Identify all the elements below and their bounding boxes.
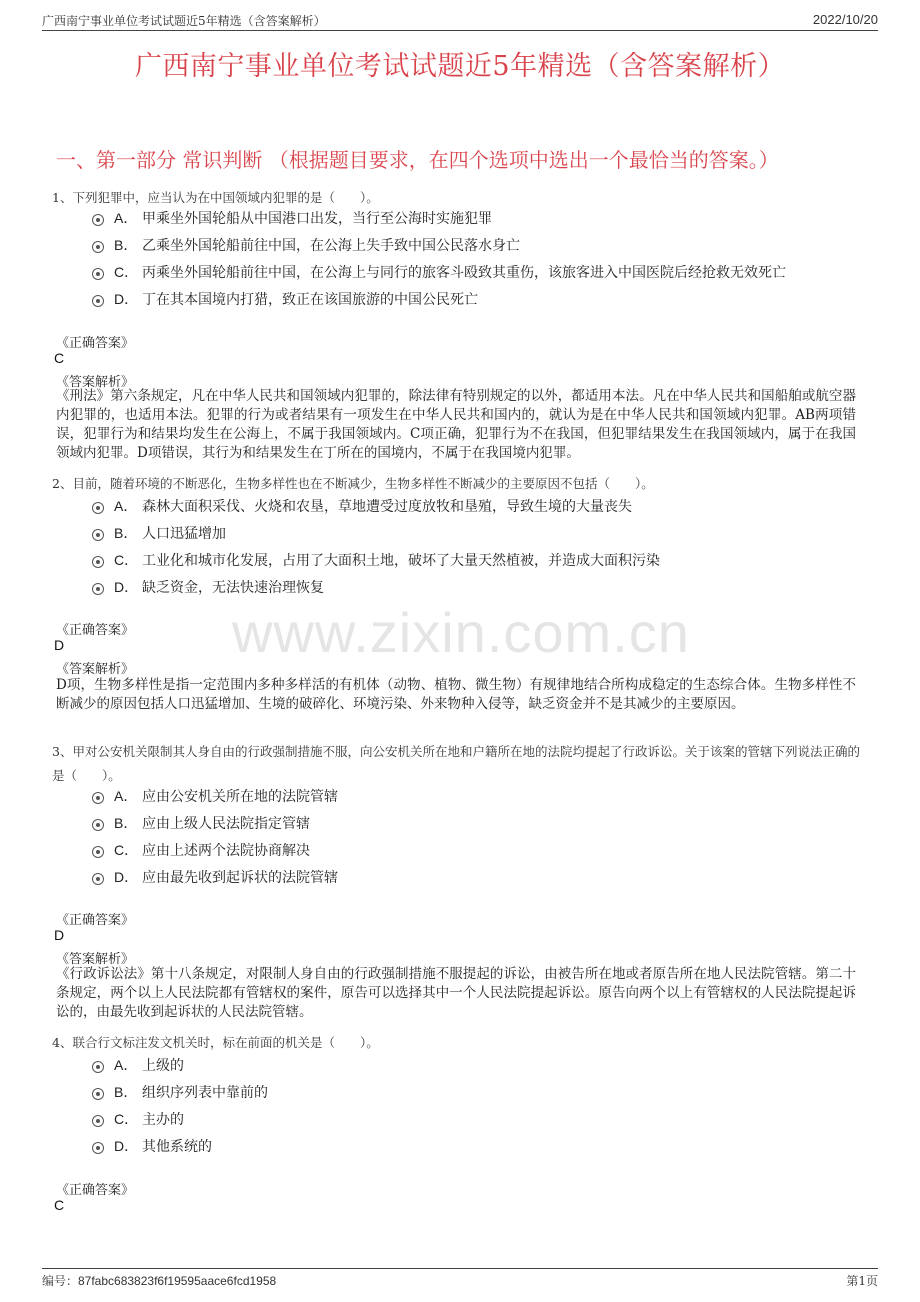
footer-serial: 编号：87fabc683823f6f19595aace6fcd1958 [42, 1274, 277, 1288]
radio-icon[interactable] [92, 846, 104, 858]
answer-label: 《正确答案》 [56, 336, 135, 351]
question-stem: 4、联合行文标注发文机关时，标在前面的机关是（ ）。 [52, 1035, 379, 1050]
option-b[interactable]: B． 组织序列表中靠前的 [92, 1081, 268, 1103]
header-date: 2022/10/20 [812, 12, 878, 27]
option-c[interactable]: C． 工业化和城市化发展，占用了大面积土地，破坏了大量天然植被，并造成大面积污染 [92, 549, 660, 571]
answer-explanation: 《行政诉讼法》第十八条规定，对限制人身自由的行政强制措施不服提起的诉讼，由被告所在地或者原告所在地人民法院管辖。第二十条规定，两个以上人民法院都有管辖权的案件，原告可以选择其中一个人民法院提起诉讼。原告向两个以上有管辖权的人民法院提起诉讼的，由最先收到起诉状的人民法院管辖。 [56, 966, 856, 1020]
document-title: 广西南宁事业单位考试试题近5年精选（含答案解析） [134, 51, 786, 82]
radio-icon[interactable] [92, 529, 104, 541]
footer-page-number: 第1页 [846, 1274, 878, 1288]
radio-icon[interactable] [92, 241, 104, 253]
answer-value: C [54, 350, 65, 366]
option-b[interactable]: B． 乙乘坐外国轮船前往中国，在公海上失手致中国公民落水身亡 [92, 234, 520, 256]
radio-icon[interactable] [92, 819, 104, 831]
answer-label: 《正确答案》 [56, 623, 135, 638]
radio-icon[interactable] [92, 1061, 104, 1073]
answer-value: D [54, 637, 65, 653]
option-a[interactable]: A． 甲乘坐外国轮船从中国港口出发，当行至公海时实施犯罪 [92, 207, 492, 229]
radio-icon[interactable] [92, 1115, 104, 1127]
option-d[interactable]: D． 其他系统的 [92, 1135, 212, 1157]
question-stem: 3、甲对公安机关限制其人身自由的行政强制措施不服，向公安机关所在地和户籍所在地的法院均提起了行政诉讼。关于该案的管辖下列说法正确的是（ ）。 [52, 744, 860, 783]
option-c[interactable]: C． 应由上述两个法院协商解决 [92, 839, 310, 861]
watermark: www.zixin.com.cn [232, 601, 690, 664]
question-stem: 1、下列犯罪中，应当认为在中国领域内犯罪的是（ ）。 [52, 190, 379, 205]
answer-value: C [54, 1197, 65, 1213]
radio-icon[interactable] [92, 873, 104, 885]
question-stem: 2、目前，随着环境的不断恶化，生物多样性也在不断减少，生物多样性不断减少的主要原因不包括（ ）。 [52, 476, 654, 491]
page-header [42, 12, 878, 31]
option-d[interactable]: D． 缺乏资金，无法快速治理恢复 [92, 576, 324, 598]
radio-icon[interactable] [92, 583, 104, 595]
answer-label: 《正确答案》 [56, 1183, 135, 1198]
answer-explanation: D项，生物多样性是指一定范围内多种多样活的有机体（动物、植物、微生物）有规律地结合所构成稳定的生态综合体。生物多样性不断减少的原因包括人口迅猛增加、生境的破碎化、环境污染、外来物种入侵等，缺乏资金并不是其减少的主要原因。 [56, 677, 856, 712]
option-a[interactable]: A． 应由公安机关所在地的法院管辖 [92, 785, 338, 807]
option-d[interactable]: D． 应由最先收到起诉状的法院管辖 [92, 866, 338, 888]
answer-label: 《正确答案》 [56, 913, 135, 928]
option-c[interactable]: C． 丙乘坐外国轮船前往中国，在公海上与同行的旅客斗殴致其重伤，该旅客进入中国医院后经抢救无效死亡 [92, 261, 786, 283]
explain-label: 《答案解析》 [56, 952, 135, 967]
option-a[interactable]: A． 上级的 [92, 1054, 184, 1076]
radio-icon[interactable] [92, 556, 104, 568]
radio-icon[interactable] [92, 1142, 104, 1154]
option-c[interactable]: C． 主办的 [92, 1108, 184, 1130]
option-b[interactable]: B． 应由上级人民法院指定管辖 [92, 812, 310, 834]
radio-icon[interactable] [92, 502, 104, 514]
option-d[interactable]: D． 丁在其本国境内打猎，致正在该国旅游的中国公民死亡 [92, 288, 478, 310]
explain-label: 《答案解析》 [56, 662, 135, 677]
radio-icon[interactable] [92, 295, 104, 307]
header-doc-title: 广西南宁事业单位考试试题近5年精选（含答案解析） [42, 14, 326, 28]
option-a[interactable]: A． 森林大面积采伐、火烧和农垦，草地遭受过度放牧和垦殖，导致生境的大量丧失 [92, 495, 632, 517]
page-footer [42, 1268, 878, 1288]
answer-value: D [54, 927, 65, 943]
radio-icon[interactable] [92, 792, 104, 804]
section-heading: 一、第一部分 常识判断 （根据题目要求，在四个选项中选出一个最恰当的答案。） [56, 148, 779, 172]
explain-label: 《答案解析》 [56, 375, 135, 390]
radio-icon[interactable] [92, 1088, 104, 1100]
answer-explanation: 《刑法》第六条规定，凡在中华人民共和国领域内犯罪的，除法律有特别规定的以外，都适用本法。凡在中华人民共和国船舶或航空器内犯罪的，也适用本法。犯罪的行为或者结果有一项发生在中华人民共和国内的，就认为是在中华人民共和国领域内犯罪。AB两项错误，犯罪行为和结果均发生在公海上，不属于我国领域内。C项正确，犯罪行为不在我国，但犯罪结果发生在我国领域内，属于在我国领域内犯罪。D项错误，其行为和结果发生在丁所在的国境内，不属于在我国境内犯罪。 [56, 388, 856, 461]
option-b[interactable]: B． 人口迅猛增加 [92, 522, 226, 544]
radio-icon[interactable] [92, 268, 104, 280]
radio-icon[interactable] [92, 214, 104, 226]
